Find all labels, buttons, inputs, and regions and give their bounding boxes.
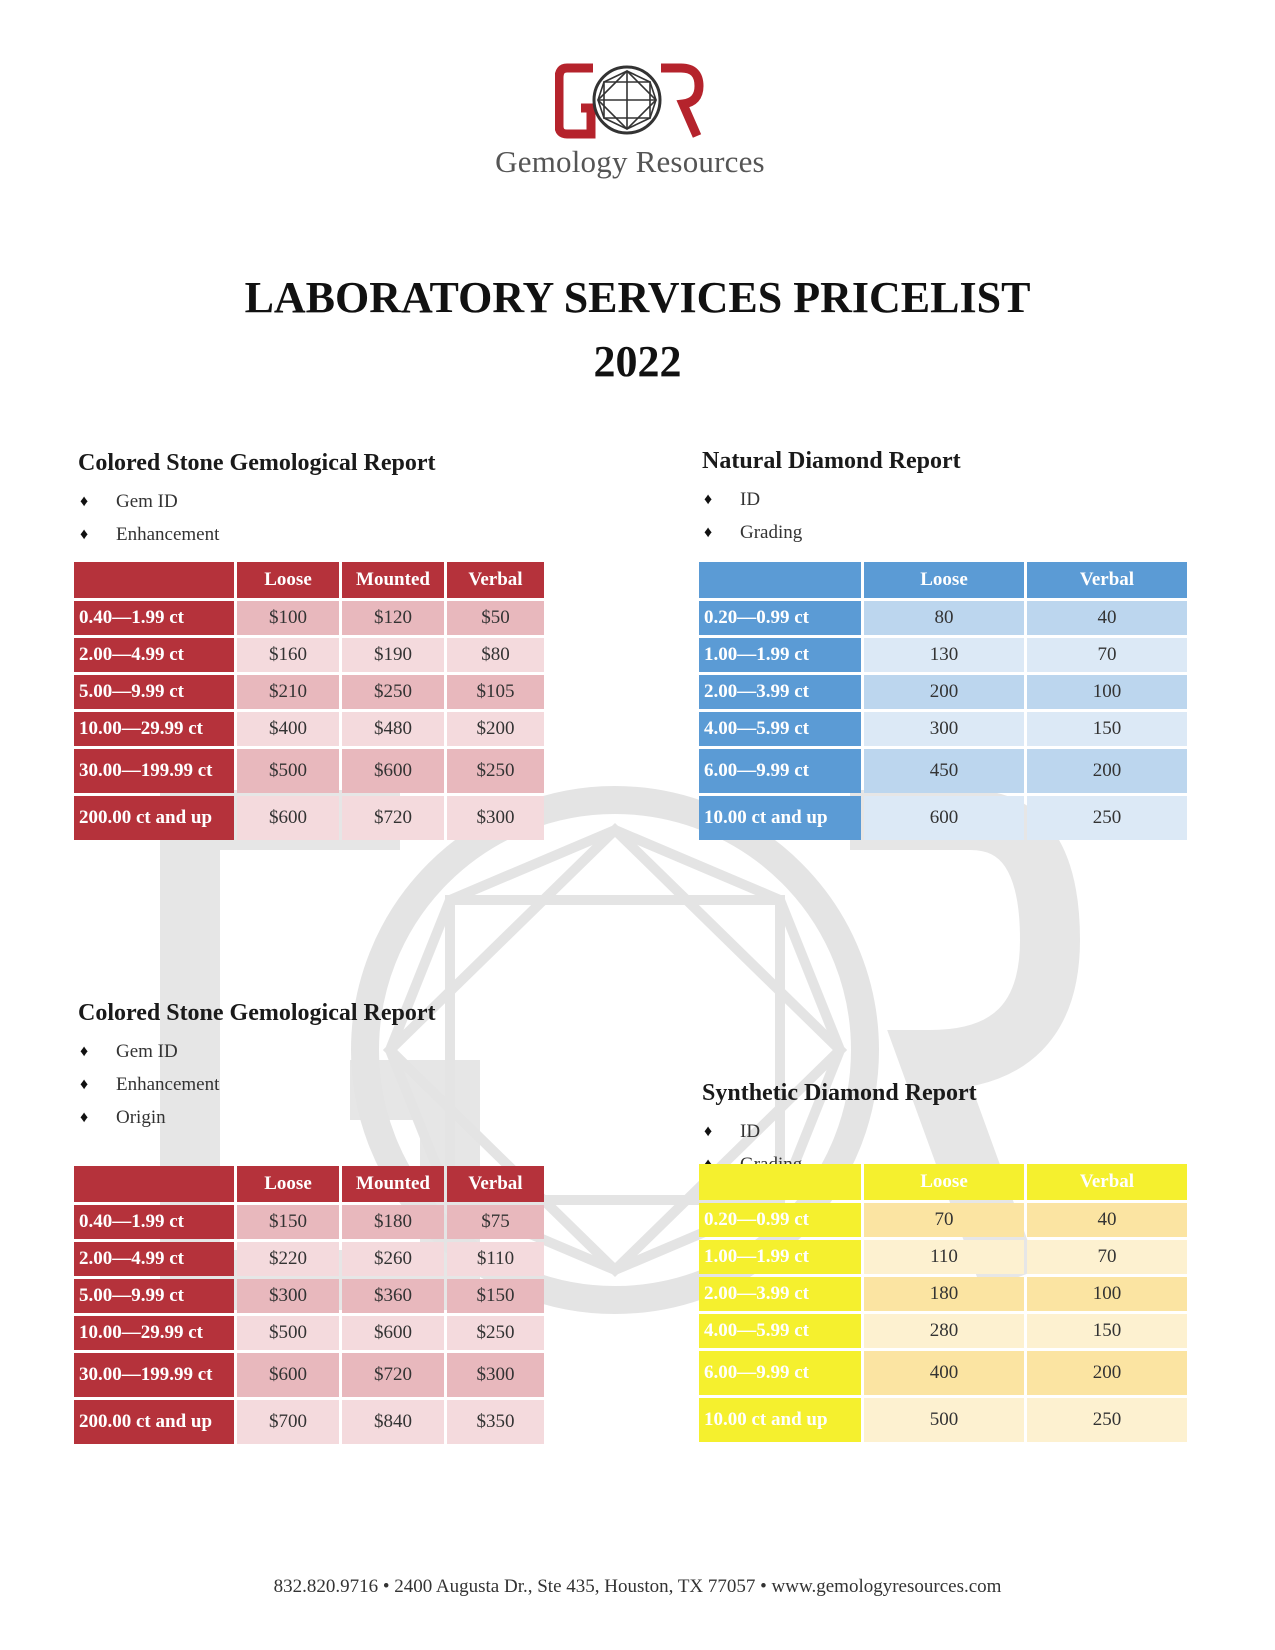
price-cell: 100 xyxy=(1027,675,1187,709)
bullet-item: ♦ Gem ID xyxy=(78,1035,436,1068)
price-cell: $360 xyxy=(342,1279,444,1313)
header-cell: Loose xyxy=(237,562,339,598)
bullet-item: ♦ Grading xyxy=(702,516,961,549)
price-cell: 80 xyxy=(864,601,1024,635)
row-label: 10.00 ct and up xyxy=(699,1398,861,1442)
price-cell: 250 xyxy=(1027,1398,1187,1442)
table-row xyxy=(699,1314,1187,1348)
brand-logo xyxy=(480,62,780,180)
bullet-list xyxy=(78,1035,436,1134)
table-row xyxy=(74,712,544,746)
table-row xyxy=(74,1205,544,1239)
gem-logo-icon xyxy=(555,62,705,142)
row-label: 0.40—1.99 ct xyxy=(74,1205,234,1239)
price-cell: 40 xyxy=(1027,1203,1187,1237)
bullet-item: ♦ Enhancement xyxy=(78,1068,436,1101)
row-label: 10.00—29.99 ct xyxy=(74,1316,234,1350)
table-row xyxy=(74,1279,544,1313)
price-cell: $600 xyxy=(342,1316,444,1350)
price-cell: 130 xyxy=(864,638,1024,672)
table-row xyxy=(699,1240,1187,1274)
bullet-item: ♦ ID xyxy=(702,483,961,516)
price-cell: $250 xyxy=(447,1316,544,1350)
row-label: 200.00 ct and up xyxy=(74,1400,234,1444)
table-row xyxy=(699,1351,1187,1395)
price-cell: 280 xyxy=(864,1314,1024,1348)
price-cell: 70 xyxy=(1027,638,1187,672)
header-cell: Loose xyxy=(864,1164,1024,1200)
synthetic-diamond-price-table xyxy=(696,1161,1190,1445)
table-row xyxy=(74,675,544,709)
bullet-list xyxy=(78,485,436,551)
table-row xyxy=(74,1316,544,1350)
row-label: 2.00—3.99 ct xyxy=(699,675,861,709)
table-row xyxy=(74,796,544,840)
table-row xyxy=(699,749,1187,793)
section-heading: Natural Diamond Report xyxy=(702,448,961,474)
section-heading: Colored Stone Gemological Report xyxy=(78,1000,436,1026)
price-cell: 70 xyxy=(864,1203,1024,1237)
header-cell xyxy=(699,1164,861,1200)
header-cell: Mounted xyxy=(342,1166,444,1202)
price-cell: $600 xyxy=(237,1353,339,1397)
price-cell: 200 xyxy=(1027,1351,1187,1395)
price-cell: $50 xyxy=(447,601,544,635)
table-row xyxy=(699,601,1187,635)
price-cell: $700 xyxy=(237,1400,339,1444)
price-cell: $150 xyxy=(237,1205,339,1239)
row-label: 200.00 ct and up xyxy=(74,796,234,840)
price-cell: $350 xyxy=(447,1400,544,1444)
bullet-item: ♦ ID xyxy=(702,1115,977,1148)
colored-stone-report-section xyxy=(78,450,436,551)
price-cell: $160 xyxy=(237,638,339,672)
price-cell: 150 xyxy=(1027,712,1187,746)
row-label: 4.00—5.99 ct xyxy=(699,1314,861,1348)
price-cell: $110 xyxy=(447,1242,544,1276)
price-cell: $600 xyxy=(237,796,339,840)
page-year: 2022 xyxy=(593,337,682,386)
page-title: LABORATORY SERVICES PRICELIST xyxy=(244,273,1031,322)
header-cell xyxy=(699,562,861,598)
header-cell: Verbal xyxy=(1027,562,1187,598)
price-cell: $80 xyxy=(447,638,544,672)
table-row xyxy=(699,712,1187,746)
price-cell: $500 xyxy=(237,1316,339,1350)
row-label: 0.20—0.99 ct xyxy=(699,1203,861,1237)
table-row xyxy=(699,638,1187,672)
price-cell: $250 xyxy=(447,749,544,793)
table-row xyxy=(699,1398,1187,1442)
price-cell: $220 xyxy=(237,1242,339,1276)
header-cell xyxy=(74,562,234,598)
row-label: 5.00—9.99 ct xyxy=(74,675,234,709)
row-label: 30.00—199.99 ct xyxy=(74,1353,234,1397)
price-cell: 600 xyxy=(864,796,1024,840)
price-cell: $720 xyxy=(342,1353,444,1397)
header-cell: Loose xyxy=(237,1166,339,1202)
price-cell: $600 xyxy=(342,749,444,793)
row-label: 0.20—0.99 ct xyxy=(699,601,861,635)
price-cell: $400 xyxy=(237,712,339,746)
price-cell: $480 xyxy=(342,712,444,746)
price-cell: 70 xyxy=(1027,1240,1187,1274)
header-cell: Mounted xyxy=(342,562,444,598)
table-row xyxy=(699,1277,1187,1311)
header-cell xyxy=(74,1166,234,1202)
price-cell: $150 xyxy=(447,1279,544,1313)
colored-stone-origin-report-section xyxy=(78,1000,436,1134)
natural-diamond-price-table xyxy=(696,559,1190,843)
price-cell: 100 xyxy=(1027,1277,1187,1311)
row-label: 1.00—1.99 ct xyxy=(699,1240,861,1274)
bullet-item: ♦ Origin xyxy=(78,1101,436,1134)
price-cell: $300 xyxy=(237,1279,339,1313)
header-cell: Loose xyxy=(864,562,1024,598)
table-row xyxy=(74,749,544,793)
table-row xyxy=(74,1353,544,1397)
price-cell: 450 xyxy=(864,749,1024,793)
bullet-list xyxy=(702,483,961,549)
price-cell: $260 xyxy=(342,1242,444,1276)
bullet-item: ♦ Gem ID xyxy=(78,485,436,518)
row-label: 2.00—3.99 ct xyxy=(699,1277,861,1311)
section-heading: Colored Stone Gemological Report xyxy=(78,450,436,476)
price-cell: $180 xyxy=(342,1205,444,1239)
price-cell: $250 xyxy=(342,675,444,709)
table-row xyxy=(74,601,544,635)
header-cell: Verbal xyxy=(447,562,544,598)
row-label: 5.00—9.99 ct xyxy=(74,1279,234,1313)
section-heading: Synthetic Diamond Report xyxy=(702,1080,977,1106)
table-row xyxy=(74,638,544,672)
price-cell: 40 xyxy=(1027,601,1187,635)
price-cell: 250 xyxy=(1027,796,1187,840)
price-cell: $500 xyxy=(237,749,339,793)
row-label: 10.00 ct and up xyxy=(699,796,861,840)
row-label: 6.00—9.99 ct xyxy=(699,749,861,793)
natural-diamond-report-section xyxy=(702,448,961,549)
price-cell: $300 xyxy=(447,796,544,840)
colored-stone-price-table xyxy=(71,559,547,843)
price-cell: 200 xyxy=(864,675,1024,709)
row-label: 2.00—4.99 ct xyxy=(74,1242,234,1276)
price-cell: $105 xyxy=(447,675,544,709)
price-cell: $300 xyxy=(447,1353,544,1397)
bullet-item: ♦ Enhancement xyxy=(78,518,436,551)
table-row xyxy=(699,796,1187,840)
price-cell: $75 xyxy=(447,1205,544,1239)
row-label: 6.00—9.99 ct xyxy=(699,1351,861,1395)
table-row xyxy=(699,1203,1187,1237)
row-label: 2.00—4.99 ct xyxy=(74,638,234,672)
colored-stone-origin-price-table xyxy=(71,1163,547,1447)
price-cell: 150 xyxy=(1027,1314,1187,1348)
row-label: 1.00—1.99 ct xyxy=(699,638,861,672)
header-cell: Verbal xyxy=(1027,1164,1187,1200)
price-cell: $100 xyxy=(237,601,339,635)
footer-contact: 832.820.9716 • 2400 Augusta Dr., Ste 435, Houston, TX 77057 • www.gemologyresources.com xyxy=(273,1576,1002,1597)
price-cell: $720 xyxy=(342,796,444,840)
price-cell: 500 xyxy=(864,1398,1024,1442)
price-cell: 200 xyxy=(1027,749,1187,793)
row-label: 4.00—5.99 ct xyxy=(699,712,861,746)
header-cell: Verbal xyxy=(447,1166,544,1202)
row-label: 10.00—29.99 ct xyxy=(74,712,234,746)
row-label: 30.00—199.99 ct xyxy=(74,749,234,793)
price-cell: 300 xyxy=(864,712,1024,746)
price-cell: $200 xyxy=(447,712,544,746)
table-row xyxy=(699,675,1187,709)
table-row xyxy=(74,1242,544,1276)
price-cell: $210 xyxy=(237,675,339,709)
price-cell: $190 xyxy=(342,638,444,672)
brand-name: Gemology Resources xyxy=(495,144,765,179)
price-cell: 180 xyxy=(864,1277,1024,1311)
row-label: 0.40—1.99 ct xyxy=(74,601,234,635)
price-cell: $120 xyxy=(342,601,444,635)
price-cell: $840 xyxy=(342,1400,444,1444)
price-cell: 400 xyxy=(864,1351,1024,1395)
table-row xyxy=(74,1400,544,1444)
price-cell: 110 xyxy=(864,1240,1024,1274)
